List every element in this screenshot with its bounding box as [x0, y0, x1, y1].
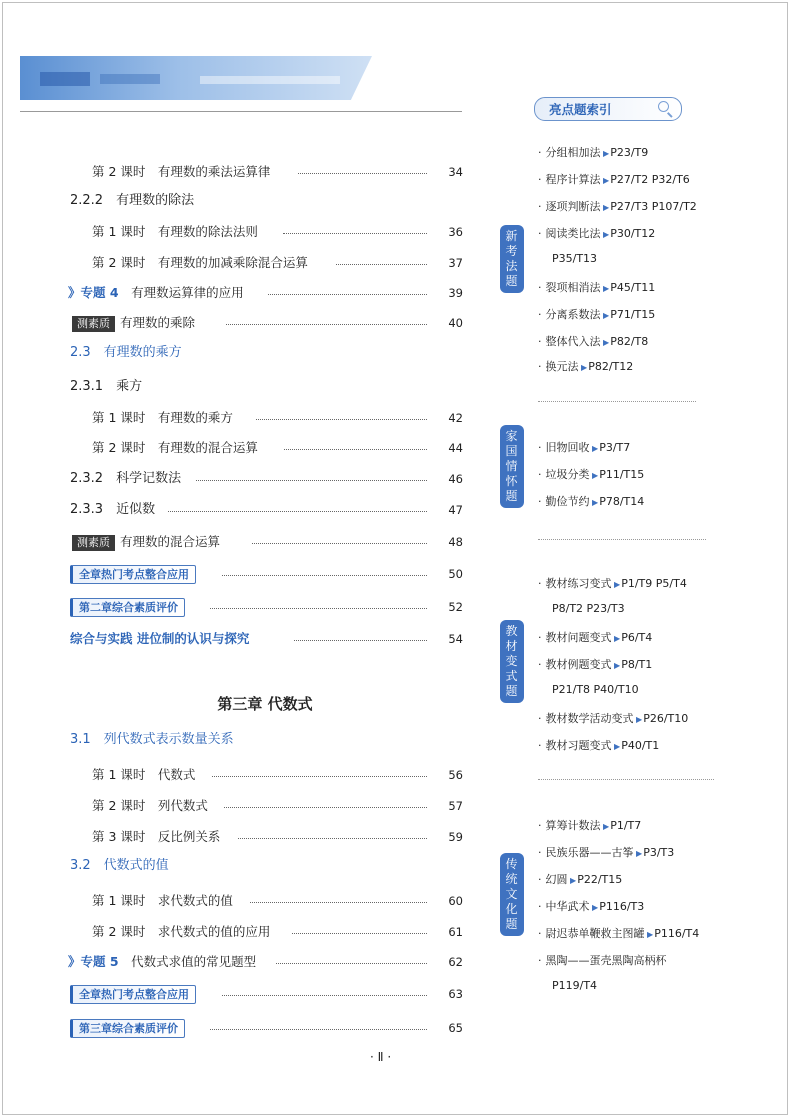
toc-entry-label: 2.3.2 科学记数法 — [70, 471, 182, 486]
banner-decor — [200, 76, 340, 84]
index-item[interactable] — [552, 683, 639, 696]
triangle-icon: ▶ — [600, 822, 610, 831]
index-item[interactable] — [538, 952, 667, 968]
category-label-char: 式 — [505, 669, 519, 683]
bullet-icon: · — [538, 954, 542, 967]
dot-leader — [222, 563, 427, 576]
toc-entry[interactable] — [0, 563, 465, 585]
dot-leader — [196, 468, 427, 481]
header-rule — [20, 111, 462, 112]
index-item[interactable] — [538, 144, 648, 160]
dot-leader — [250, 890, 427, 903]
dot-leader — [336, 252, 427, 265]
bullet-icon: · — [538, 900, 542, 913]
triangle-icon: ▶ — [633, 715, 643, 724]
toc-page-number: 61 — [448, 925, 463, 939]
dot-leader — [210, 1017, 427, 1030]
triangle-icon: ▶ — [611, 580, 621, 589]
triangle-icon: ▶ — [589, 903, 599, 912]
toc-entry-label: 有理数的乘除 — [120, 315, 196, 330]
toc-entry[interactable] — [0, 1017, 465, 1039]
bullet-icon: · — [538, 712, 542, 725]
index-item-label: 教材例题变式 — [545, 658, 612, 671]
category-label — [500, 853, 524, 936]
index-item[interactable] — [538, 306, 655, 322]
index-item[interactable] — [538, 171, 690, 187]
index-item-ref: P3/T7 — [599, 441, 631, 454]
index-item-label: 换元法 — [545, 360, 579, 373]
header-banner — [20, 56, 372, 100]
index-item-label: 教材练习变式 — [545, 577, 612, 590]
index-item[interactable] — [552, 979, 597, 992]
toc-entry[interactable] — [0, 161, 465, 183]
index-item[interactable] — [552, 602, 625, 615]
category-label-char: 题 — [505, 489, 519, 503]
index-item-ref: P116/T3 — [599, 900, 645, 913]
category-label-char: 国 — [505, 444, 519, 458]
index-item-ref: P82/T12 — [588, 360, 634, 373]
bullet-icon: · — [538, 173, 542, 186]
bullet-icon: · — [538, 227, 542, 240]
toc-entry-label: 第 2 课时 有理数的加减乘除混合运算 — [92, 255, 308, 270]
index-item-label: 裂项相消法 — [545, 281, 601, 294]
toc-section-heading[interactable] — [0, 342, 465, 364]
index-item-ref: P116/T4 — [654, 927, 700, 940]
index-item-label: 教材习题变式 — [545, 739, 612, 752]
dot-leader — [168, 499, 427, 512]
dot-leader — [210, 596, 427, 609]
index-item[interactable] — [538, 198, 697, 214]
toc-entry-label: 第 1 课时 有理数的乘方 — [92, 410, 233, 425]
toc-entry[interactable] — [0, 282, 465, 304]
dot-leader — [292, 921, 427, 934]
index-item[interactable] — [538, 493, 644, 509]
toc-section-heading[interactable] — [0, 855, 465, 877]
toc-entry-label: 3.1 列代数式表示数量关系 — [70, 732, 234, 747]
bullet-icon: · — [538, 927, 542, 940]
toc-page-number: 60 — [448, 894, 463, 908]
toc-page-number: 52 — [448, 600, 463, 614]
triangle-icon: ▶ — [611, 742, 621, 751]
index-item-ref: P21/T8 P40/T10 — [552, 683, 639, 696]
triangle-icon: ▶ — [600, 338, 610, 347]
toc-entry-label: 第 2 课时 求代数式的值的应用 — [92, 924, 271, 939]
index-item-ref: P119/T4 — [552, 979, 598, 992]
category-label-char: 传 — [505, 857, 519, 871]
index-item-label: 阅读类比法 — [545, 227, 601, 240]
chapter-assessment-tag: 第二章综合素质评价 — [70, 598, 185, 617]
category-label-char: 情 — [505, 459, 519, 473]
triangle-icon: ▶ — [644, 930, 654, 939]
category-label-char: 法 — [505, 259, 519, 273]
category-label-char: 新 — [505, 229, 519, 243]
triangle-icon: ▶ — [589, 471, 599, 480]
index-item-ref: P78/T14 — [599, 495, 645, 508]
triangle-icon: ▶ — [611, 661, 621, 670]
toc-entry-label: 第 2 课时 有理数的乘法运算律 — [92, 164, 271, 179]
category-label-char: 材 — [505, 639, 519, 653]
special-topic-prefix: 》专题 4 — [68, 285, 119, 300]
index-item-label: 中华武术 — [545, 900, 590, 913]
toc-page-number: 48 — [448, 535, 463, 549]
category-label-char: 题 — [505, 684, 519, 698]
toc-entry[interactable] — [0, 764, 465, 786]
index-item-label: 算筹计数法 — [545, 819, 601, 832]
index-item[interactable] — [538, 279, 655, 295]
toc-page-number: 57 — [448, 799, 463, 813]
page-number: · Ⅱ · — [370, 1050, 392, 1064]
triangle-icon: ▶ — [578, 363, 588, 372]
category-label — [500, 225, 524, 293]
category-label-char: 统 — [505, 872, 519, 886]
bullet-icon: · — [538, 631, 542, 644]
index-item-ref: P35/T13 — [552, 252, 598, 265]
toc-page-number: 36 — [448, 225, 463, 239]
banner-decor — [100, 74, 160, 84]
toc-entry[interactable] — [0, 951, 465, 973]
index-item[interactable] — [538, 575, 687, 591]
index-item[interactable] — [538, 844, 674, 860]
toc-entry-label: 第 3 课时 反比例关系 — [92, 829, 221, 844]
index-item[interactable] — [538, 925, 699, 941]
category-label — [500, 620, 524, 703]
index-item[interactable] — [538, 898, 644, 914]
index-item-label: 黑陶——蛋壳黑陶高柄杯 — [545, 954, 667, 967]
toc-entry[interactable] — [0, 437, 465, 459]
category-label-char: 变 — [505, 654, 519, 668]
category-label-char: 文 — [505, 887, 519, 901]
toc-page-number: 34 — [448, 165, 463, 179]
index-item[interactable] — [538, 466, 644, 482]
index-item-ref: P3/T3 — [643, 846, 675, 859]
index-item-ref: P1/T7 — [610, 819, 642, 832]
toc-page-number: 39 — [448, 286, 463, 300]
section-divider — [538, 400, 696, 402]
dot-leader — [276, 951, 427, 964]
toc-entry-label: 综合与实践 进位制的认识与探究 — [70, 631, 250, 646]
dot-leader — [224, 795, 427, 808]
dot-leader — [284, 437, 427, 450]
chapter-title: 第三章 代数式 — [217, 695, 313, 713]
bullet-icon: · — [538, 335, 542, 348]
toc-page-number: 37 — [448, 256, 463, 270]
toc-entry-label: 代数式求值的常见题型 — [131, 954, 257, 969]
bullet-icon: · — [538, 819, 542, 832]
index-item-label: 勤俭节约 — [545, 495, 590, 508]
index-item[interactable] — [538, 333, 648, 349]
dot-leader — [212, 764, 427, 777]
bullet-icon: · — [538, 360, 542, 373]
bullet-icon: · — [538, 873, 542, 886]
assessment-tag: 测素质 — [72, 316, 115, 332]
index-item-ref: P1/T9 P5/T4 — [621, 577, 687, 590]
triangle-icon: ▶ — [589, 444, 599, 453]
index-item-ref: P71/T15 — [610, 308, 656, 321]
bullet-icon: · — [538, 468, 542, 481]
toc-entry[interactable] — [0, 407, 465, 429]
toc-entry-label: 2.3 有理数的乘方 — [70, 345, 182, 360]
index-item-ref: P45/T11 — [610, 281, 656, 294]
index-item-label: 整体代入法 — [545, 335, 601, 348]
sidebar-title: 亮点题索引 — [549, 102, 612, 117]
category-label — [500, 425, 524, 508]
category-label-char: 家 — [505, 429, 519, 443]
bullet-icon: · — [538, 308, 542, 321]
special-topic-prefix: 》专题 5 — [68, 954, 119, 969]
section-divider — [538, 538, 706, 540]
index-item[interactable] — [538, 817, 641, 833]
bullet-icon: · — [538, 495, 542, 508]
toc-page-number: 46 — [448, 472, 463, 486]
index-item-ref: P82/T8 — [610, 335, 649, 348]
index-item[interactable] — [538, 656, 652, 672]
category-label-char: 教 — [505, 624, 519, 638]
category-label-char: 怀 — [505, 474, 519, 488]
category-label-char: 化 — [505, 902, 519, 916]
triangle-icon: ▶ — [600, 311, 610, 320]
toc-entry[interactable] — [0, 312, 465, 334]
index-item-ref: P8/T1 — [621, 658, 653, 671]
index-item-label: 垃圾分类 — [545, 468, 590, 481]
chapter-review-tag: 全章热门考点整合应用 — [70, 985, 196, 1004]
category-label-char: 题 — [505, 274, 519, 288]
toc-entry[interactable] — [0, 468, 465, 490]
index-item-ref: P27/T2 P32/T6 — [610, 173, 690, 186]
index-item-ref: P6/T4 — [621, 631, 653, 644]
index-item-label: 分离系数法 — [545, 308, 601, 321]
index-item[interactable] — [538, 358, 633, 374]
index-item-ref: P27/T3 P107/T2 — [610, 200, 697, 213]
toc-entry[interactable] — [0, 596, 465, 618]
section-divider — [538, 778, 714, 780]
toc-page-number: 65 — [448, 1021, 463, 1035]
dot-leader — [294, 628, 427, 641]
triangle-icon: ▶ — [611, 634, 621, 643]
index-item-label: 尉迟恭单鞭救主图罐 — [545, 927, 645, 940]
bullet-icon: · — [538, 146, 542, 159]
toc-page-number: 59 — [448, 830, 463, 844]
triangle-icon: ▶ — [600, 284, 610, 293]
toc-page-number: 63 — [448, 987, 463, 1001]
bullet-icon: · — [538, 441, 542, 454]
dot-leader — [268, 282, 427, 295]
toc-entry[interactable] — [0, 826, 465, 848]
chapter-assessment-tag: 第三章综合素质评价 — [70, 1019, 185, 1038]
toc-entry-label: 第 1 课时 有理数的除法法则 — [92, 224, 258, 239]
dot-leader — [222, 983, 427, 996]
index-item-ref: P22/T15 — [577, 873, 623, 886]
index-item-ref: P40/T1 — [621, 739, 660, 752]
banner-decor — [40, 72, 90, 86]
toc-entry-label: 2.3.3 近似数 — [70, 502, 156, 517]
toc-page-number: 54 — [448, 632, 463, 646]
index-item[interactable] — [538, 737, 659, 753]
triangle-icon: ▶ — [567, 876, 577, 885]
toc-page-number: 44 — [448, 441, 463, 455]
bullet-icon: · — [538, 200, 542, 213]
toc-page-number: 42 — [448, 411, 463, 425]
toc-entry-label: 有理数运算律的应用 — [131, 285, 244, 300]
triangle-icon: ▶ — [633, 849, 643, 858]
toc-entry[interactable] — [0, 890, 465, 912]
category-label-char: 考 — [505, 244, 519, 258]
category-label-char: 题 — [505, 917, 519, 931]
toc-entry[interactable] — [0, 499, 465, 521]
dot-leader — [226, 312, 427, 325]
dot-leader — [283, 221, 427, 234]
triangle-icon: ▶ — [600, 176, 610, 185]
bullet-icon: · — [538, 658, 542, 671]
toc-page-number: 62 — [448, 955, 463, 969]
toc-entry[interactable] — [0, 376, 465, 398]
index-item[interactable] — [552, 252, 597, 265]
index-item[interactable] — [538, 225, 655, 241]
toc-entry-label: 第 2 课时 有理数的混合运算 — [92, 440, 258, 455]
index-item-ref: P23/T9 — [610, 146, 649, 159]
index-item-label: 教材数学活动变式 — [545, 712, 634, 725]
index-item-ref: P8/T2 P23/T3 — [552, 602, 625, 615]
index-item[interactable] — [538, 871, 622, 887]
triangle-icon: ▶ — [600, 230, 610, 239]
toc-page-number: 50 — [448, 567, 463, 581]
index-item-label: 幻圆 — [545, 873, 568, 886]
highlight-index-tab[interactable] — [534, 97, 682, 121]
bullet-icon: · — [538, 577, 542, 590]
toc-entry[interactable] — [0, 252, 465, 274]
toc-entry[interactable] — [0, 921, 465, 943]
toc-page-number: 56 — [448, 768, 463, 782]
index-item-label: 分组相加法 — [545, 146, 601, 159]
index-item-ref: P30/T12 — [610, 227, 656, 240]
index-item[interactable] — [538, 710, 688, 726]
bullet-icon: · — [538, 281, 542, 294]
index-item-label: 程序计算法 — [545, 173, 601, 186]
toc-entry-label: 第 1 课时 代数式 — [92, 767, 196, 782]
dot-leader — [298, 161, 427, 174]
index-item[interactable] — [538, 439, 630, 455]
assessment-tag: 测素质 — [72, 535, 115, 551]
bullet-icon: · — [538, 739, 542, 752]
dot-leader — [256, 407, 427, 420]
toc-entry[interactable] — [0, 983, 465, 1005]
toc-entry-label: 2.2.2 有理数的除法 — [70, 193, 195, 208]
toc-entry[interactable] — [0, 190, 465, 212]
bullet-icon: · — [538, 846, 542, 859]
toc-page-number: 40 — [448, 316, 463, 330]
triangle-icon: ▶ — [589, 498, 599, 507]
triangle-icon: ▶ — [600, 203, 610, 212]
toc-page-number: 47 — [448, 503, 463, 517]
toc-entry[interactable] — [0, 795, 465, 817]
chapter-review-tag: 全章热门考点整合应用 — [70, 565, 196, 584]
search-icon — [658, 101, 669, 112]
toc-entry-label: 2.3.1 乘方 — [70, 379, 143, 394]
dot-leader — [238, 826, 427, 839]
toc-entry[interactable] — [0, 221, 465, 243]
index-item-ref: P11/T15 — [599, 468, 645, 481]
index-item[interactable] — [538, 629, 652, 645]
index-item-ref: P26/T10 — [643, 712, 689, 725]
toc-entry[interactable] — [0, 628, 465, 650]
toc-entry-label: 3.2 代数式的值 — [70, 858, 169, 873]
toc-entry[interactable] — [0, 531, 465, 553]
index-item-label: 民族乐器——古筝 — [545, 846, 634, 859]
triangle-icon: ▶ — [600, 149, 610, 158]
index-item-label: 逐项判断法 — [545, 200, 601, 213]
toc-entry-label: 有理数的混合运算 — [120, 534, 221, 549]
index-item-label: 教材问题变式 — [545, 631, 612, 644]
toc-entry-label: 第 2 课时 列代数式 — [92, 798, 208, 813]
dot-leader — [252, 531, 427, 544]
toc-section-heading[interactable] — [0, 729, 465, 751]
toc-entry-label: 第 1 课时 求代数式的值 — [92, 893, 233, 908]
index-item-label: 旧物回收 — [545, 441, 590, 454]
